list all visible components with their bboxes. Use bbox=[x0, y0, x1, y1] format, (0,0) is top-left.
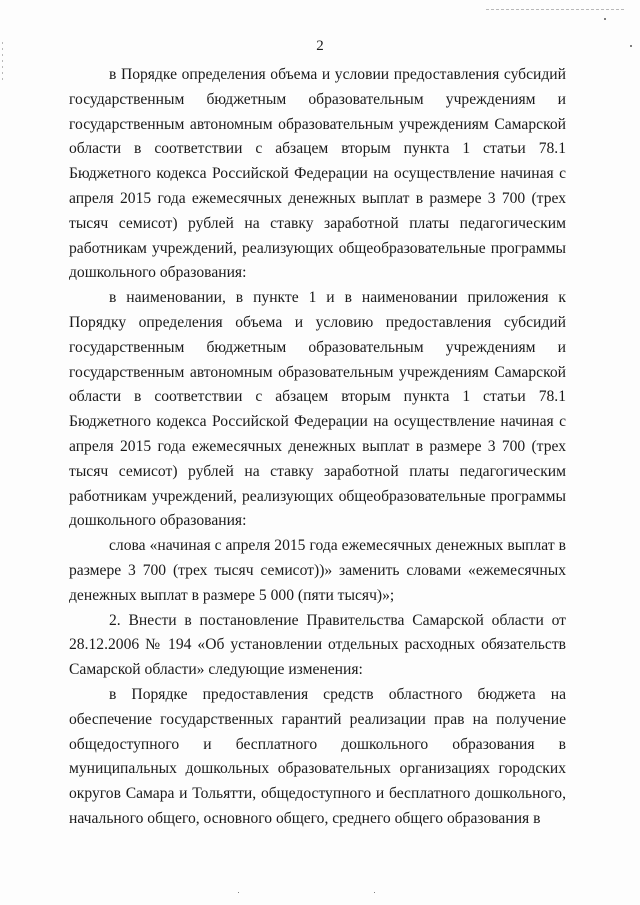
paragraph-poryadok-definition: в Порядке определения объема и условии предоставления субсидий государственным бюджетным образовательным учреждениям и государственным автономным образовательным учреждениям Самарской области в соответствии с абзацем вторым пункта 1 статьи 78.1 Бюджетного кодекса Российской Федерации на осуществление начиная с апреля 2015 года ежемесячных денежных выплат в размере 3 700 (трех тысяч семисот) рублей на ставку заработной платы педагогическим работникам учреждений, реализующих общеобразовательные программы дошкольного образования: bbox=[69, 66, 566, 282]
paragraph-naimenovanie: в наименовании, в пункте 1 и в наименовании приложения к Порядку определения объема и условию предоставления субсидий государственным бюджетным образовательным учреждениям и государственным автономным образовательным учреждениям Самарской области в соответствии с абзацем вторым пункта 1 статьи 78.1 Бюджетного кодекса Российской Федерации на осуществление начиная с апреля 2015 года ежемесячных денежных выплат в размере 3 700 (трех тысяч семисот) рублей на ставку заработной платы педагогическим работникам учреждений, реализующих общеобразовательные программы дошкольного образования: bbox=[69, 289, 566, 530]
paragraph-poryadok-funds: в Порядке предоставления средств областного бюджета на обеспечение государственных гарантий реализации прав на получение общедоступного и бесплатного дошкольного образования в муниципальных дошкольных образовательных организациях городских округов Самара и Тольятти, общедоступного и бесплатного дошкольного, начального общего, основного общего, среднего общего образования в bbox=[69, 685, 566, 827]
scan-speck bbox=[604, 18, 606, 20]
page-number: 2 bbox=[316, 38, 324, 54]
scan-speck bbox=[374, 892, 375, 893]
scan-artifact-top bbox=[486, 9, 626, 10]
paragraph-item-2: 2. Внести в постановление Правительства Самарской области от 28.12.2006 № 194 «Об установлении отдельных расходных обязательств Самарской области» следующие изменения: bbox=[69, 611, 566, 679]
document-body bbox=[69, 63, 566, 832]
scan-speck bbox=[238, 892, 239, 893]
paragraph-slova-replace: слова «начиная с апреля 2015 года ежемесячных денежных выплат в размере 3 700 (трех тысяч семисот))» заменить словами «ежемесячных денежных выплат в размере 5 000 (пяти тысяч)»; bbox=[69, 537, 566, 604]
